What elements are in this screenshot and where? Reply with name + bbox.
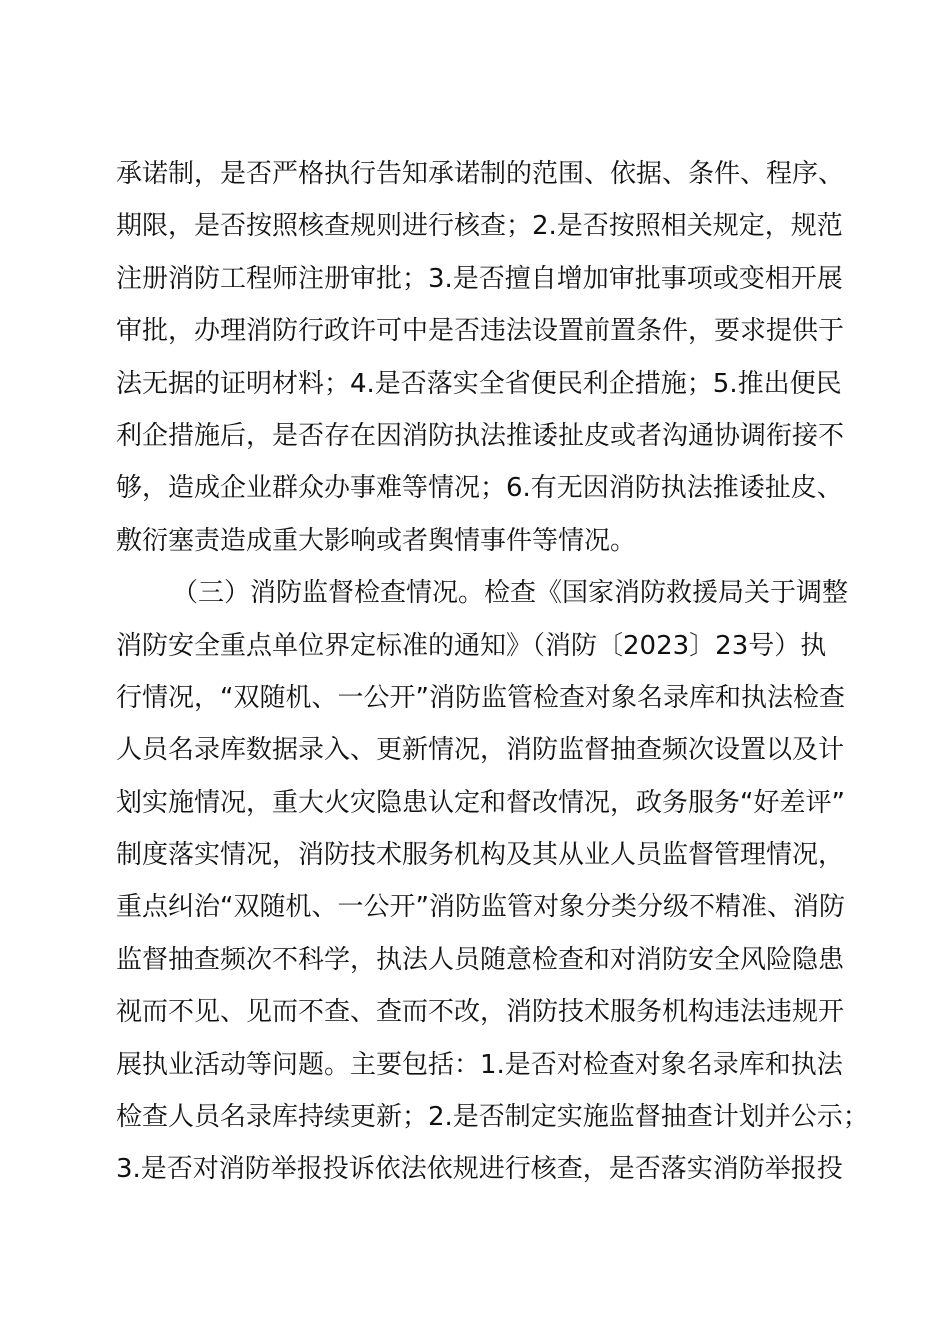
text-line: 消防安全重点单位界定标准的通知》（消防〔2023〕23号）执 — [116, 630, 827, 661]
text-line: 3.是否对消防举报投诉依法依规进行核查，是否落实消防举报投 — [116, 1154, 843, 1185]
text-line: 监督抽查频次不科学，执法人员随意检查和对消防安全风险隐患 — [116, 944, 845, 975]
text-line: 重点纠治“双随机、一公开”消防监管对象分类分级不精准、消防 — [116, 892, 845, 923]
text-line: 注册消防工程师注册审批；3.是否擅自增加审批事项或变相开展 — [116, 263, 843, 294]
text-line: 人员名录库数据录入、更新情况，消防监督抽查频次设置以及计 — [116, 735, 845, 766]
text-line: 展执业活动等问题。主要包括：1.是否对检查对象名录库和执法 — [116, 1049, 843, 1080]
text-line: 利企措施后，是否存在因消防执法推诿扯皮或者沟通协调衔接不 — [116, 420, 845, 451]
text-line: 划实施情况，重大火灾隐患认定和督改情况，政务服务“好差评” — [116, 787, 845, 818]
text-line: 视而不见、见而不查、查而不改，消防技术服务机构违法违规开 — [116, 997, 845, 1028]
text-line: 承诺制，是否严格执行告知承诺制的范围、依据、条件、程序、 — [116, 159, 845, 189]
text-line: 检查人员名录库持续更新；2.是否制定实施监督抽查计划并公示； — [116, 1102, 869, 1133]
section-heading-line: （三）消防监督检查情况。检查《国家消防救援局关于调整 — [172, 578, 849, 609]
text-line: 够，造成企业群众办事难等情况；6.有无因消防执法推诿扯皮、 — [116, 473, 843, 504]
text-line: 行情况，“双随机、一公开”消防监管检查对象名录库和执法检查 — [116, 682, 845, 713]
text-line: 审批，办理消防行政许可中是否违法设置前置条件，要求提供于 — [116, 316, 845, 347]
text-line: 法无据的证明材料；4.是否落实全省便民利企措施；5.推出便民 — [116, 368, 842, 399]
text-line: 敷衍塞责造成重大影响或者舆情事件等情况。 — [116, 525, 637, 556]
text-line: 制度落实情况，消防技术服务机构及其从业人员监督管理情况， — [116, 840, 845, 871]
body-text — [116, 148, 876, 1196]
text-line: 期限，是否按照核查规则进行核查；2.是否按照相关规定，规范 — [116, 211, 843, 242]
